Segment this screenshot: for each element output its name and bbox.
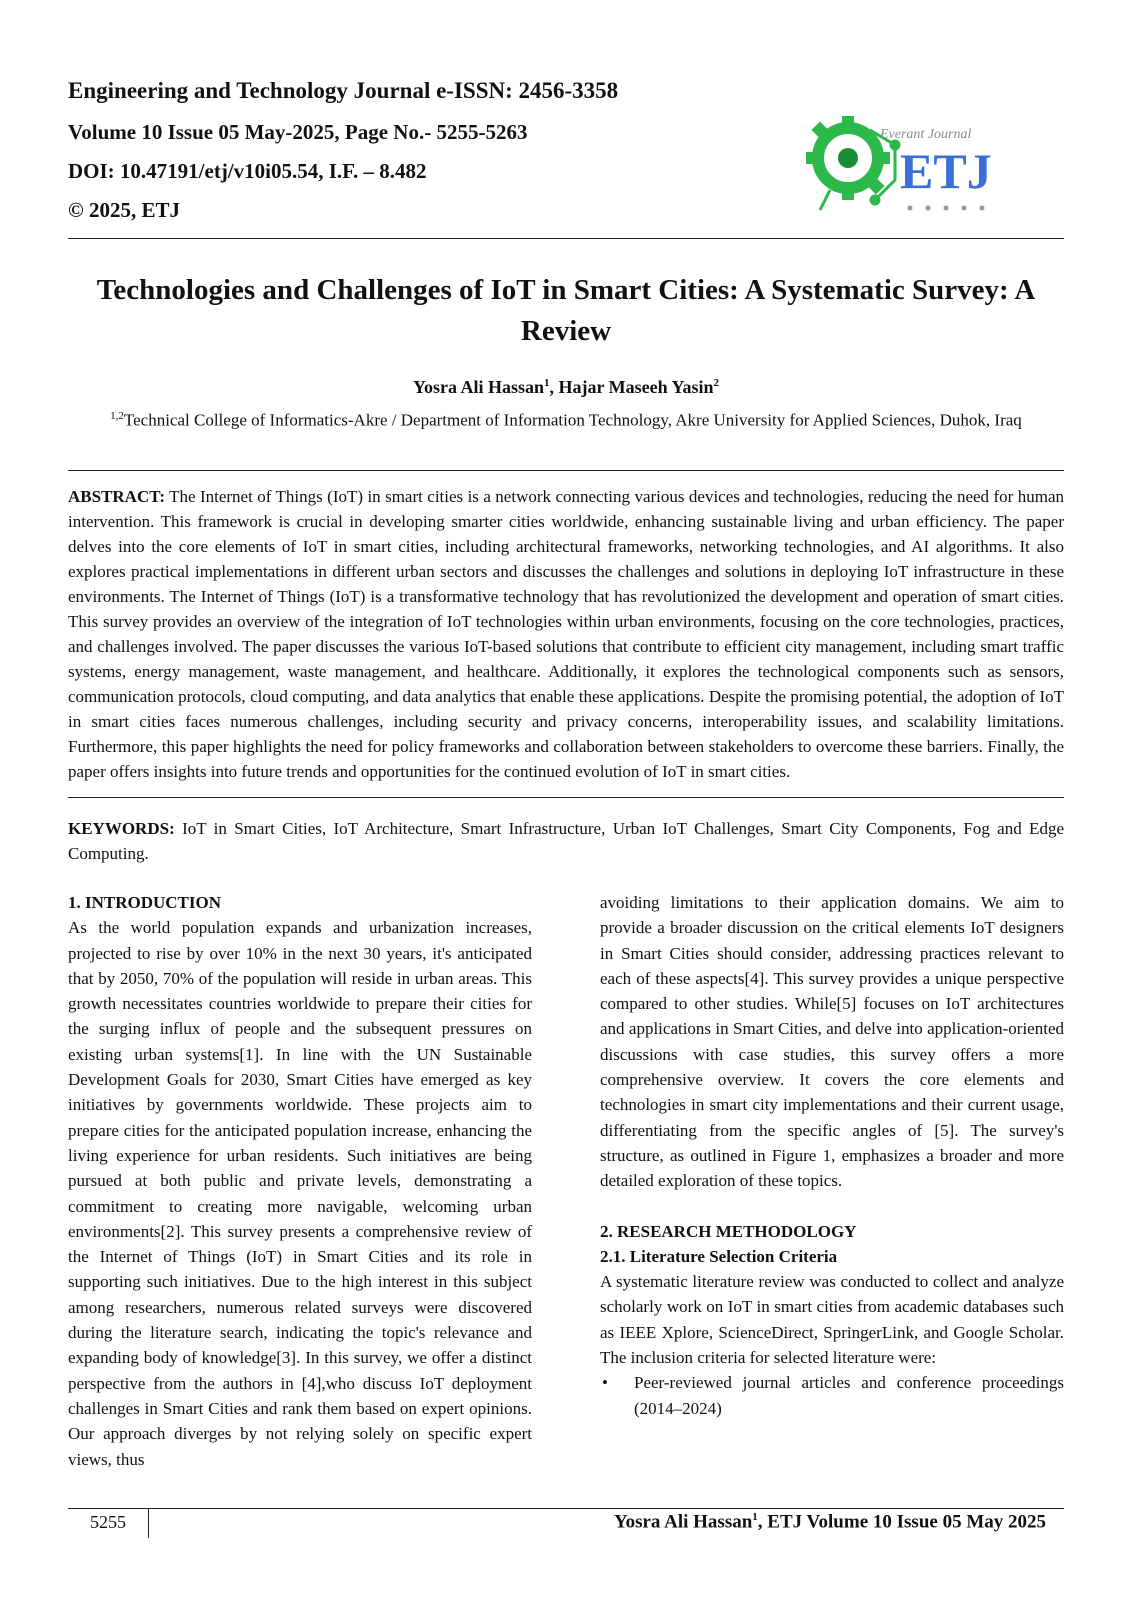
header-rule: [68, 238, 1064, 239]
abstract-bottom-rule: [68, 797, 1064, 798]
bullet-icon: •: [602, 1373, 608, 1393]
affiliation-text: Technical College of Informatics-Akre / Department of Information Technology, Akre University for Applied Sciences, Duhok, Iraq: [123, 410, 1022, 430]
page-number: 5255: [90, 1512, 126, 1532]
methodology-paragraph: A systematic literature review was conducted to collect and analyze scholarly work on IoT in smart cities from academic databases such as IEEE Xplore, ScienceDirect, SpringerLink, and Google Scholar. The inclusion criteria for selected literature were:: [600, 1272, 1064, 1368]
keywords-label: KEYWORDS:: [68, 819, 175, 838]
footer-separator: [148, 1508, 149, 1538]
logo-text-top: Everant Journal: [880, 127, 972, 142]
volume-info: Volume 10 Issue 05 May-2025, Page No.- 5255-5263: [68, 120, 528, 144]
affiliation: [68, 404, 1064, 433]
intro-paragraph-continued: avoiding limitations to their application domains. We aim to provide a broader discussion on the critical elements IoT designers in Smart Cities should consider, addressing practices relevant to each of these aspects[4]. This survey provides a unique perspective compared to other studies. While[5] focuses on IoT architectures and applications in Smart Cities, and delve into application-oriented discussions with case studies, this survey offers a more comprehensive overview. It covers the core elements and technologies in smart city implementations and their current usage, differentiating from the specific angles of [5]. The survey's structure, as outlined in Figure 1, emphasizes a broader and more detailed exploration of these topics.: [600, 893, 1064, 1191]
section-heading-introduction: 1. INTRODUCTION: [68, 893, 222, 912]
circuit-icon: [820, 130, 899, 210]
abstract-text: The Internet of Things (IoT) in smart cities is a network connecting various devices and technologies, reducing the need for human intervention. This framework is crucial in developing smarter cities worldwide, enhancing sustainable living and urban efficiency. The paper delves into the core elements of IoT in smart cities, including architectural frameworks, networking technologies, and AI algorithms. It also explores practical implementations in different urban sectors and discusses the challenges and solutions in deploying IoT infrastructure in these environments. The Internet of Things (IoT) is a transformative technology that has revolutionized the development and operation of smart cities. This survey provides an overview of the integration of IoT technologies within urban environments, focusing on the core technologies, practices, and challenges involved. The paper discusses the various IoT-based solutions that contribute to efficient city management, including smart traffic systems, energy management, waste management, and healthcare. Additionally, it explores the technological components such as sensors, communication protocols, cloud computing, and data analytics that enable these applications. Despite the promising potential, the adoption of IoT in smart cities faces numerous challenges, including security and privacy concerns, interoperability issues, and scalability limitations. Furthermore, this paper highlights the need for policy frameworks and collaboration between stakeholders to overcome these barriers. Finally, the paper offers insights into future trends and opportunities for the continued evolution of IoT in smart cities.: [68, 487, 1064, 781]
paper-title: Technologies and Challenges of IoT in Smart Cities: A Systematic Survey: A Review: [96, 274, 1036, 347]
footer-affil-mark: 1: [752, 1511, 758, 1523]
author-name: Hajar Maseeh Yasin: [558, 377, 714, 397]
abstract-label: ABSTRACT:: [68, 487, 165, 506]
subsection-heading-selection-criteria: 2.1. Literature Selection Criteria: [600, 1246, 838, 1266]
etj-logo: [800, 110, 1015, 220]
author-name: Yosra Ali Hassan: [412, 377, 545, 397]
keywords-text: IoT in Smart Cities, IoT Architecture, Smart Infrastructure, Urban IoT Challenges, Smart City Components, Fog and Edge Computing.: [68, 819, 1064, 863]
section-heading-methodology: 2. RESEARCH METHODOLOGY: [600, 1221, 857, 1241]
journal-header: [68, 78, 768, 236]
footer-author: Yosra Ali Hassan: [613, 1511, 753, 1533]
author-list: [68, 377, 1064, 398]
gear-icon: [806, 116, 890, 200]
author-separator: ,: [549, 377, 559, 397]
affiliation-mark: 1,2: [110, 410, 124, 422]
logo-text-main: ETJ: [900, 143, 992, 199]
right-column: [600, 890, 1064, 1421]
abstract: [68, 484, 1064, 784]
copyright-info: © 2025, ETJ: [68, 198, 180, 222]
logo-dots: [908, 206, 985, 211]
list-item: [600, 1370, 1064, 1421]
keywords: [68, 816, 1064, 866]
doi-info: DOI: 10.47191/etj/v10i05.54, I.F. – 8.482: [68, 159, 427, 183]
abstract-top-rule: [68, 470, 1064, 471]
footer-rule: [68, 1508, 1064, 1509]
footer-citation: [614, 1511, 1046, 1533]
author-affil-mark: 1: [544, 377, 550, 389]
journal-name: Engineering and Technology Journal e-ISSN: 2456-3358: [68, 78, 619, 103]
left-column: [68, 890, 532, 1472]
list-item-text: Peer-reviewed journal articles and conference proceedings (2014–2024): [634, 1373, 1064, 1418]
author-affil-mark: 2: [713, 377, 720, 389]
footer-journal-info: , ETJ Volume 10 Issue 05 May 2025: [757, 1511, 1046, 1533]
intro-paragraph: As the world population expands and urbanization increases, projected to rise by over 10% in the next 30 years, it's anticipated that by 2050, 70% of the population will reside in urban areas. This growth necessitates countries worldwide to prepare their cities for the surging influx of people and the subsequent pressures on existing urban systems[1]. In line with the UN Sustainable Development Goals for 2030, Smart Cities have emerged as key initiatives by governments worldwide. These projects aim to prepare cities for the anticipated population increase, enhancing the living experience for urban residents. Such initiatives are being pursued at both public and private levels, demonstrating a commitment to creating more navigable, welcoming urban environments[2]. This survey presents a comprehensive review of the Internet of Things (IoT) in Smart Cities and its role in supporting such initiatives. Due to the high interest in this subject among researchers, numerous related surveys were discovered during the literature search, indicating the topic's relevance and expanding body of knowledge[3]. In this survey, we offer a distinct perspective from the authors in [4],who discuss IoT deployment challenges in Smart Cities and rank them based on expert opinions. Our approach diverges by not relying solely on specific expert views, thus: [68, 918, 532, 1469]
